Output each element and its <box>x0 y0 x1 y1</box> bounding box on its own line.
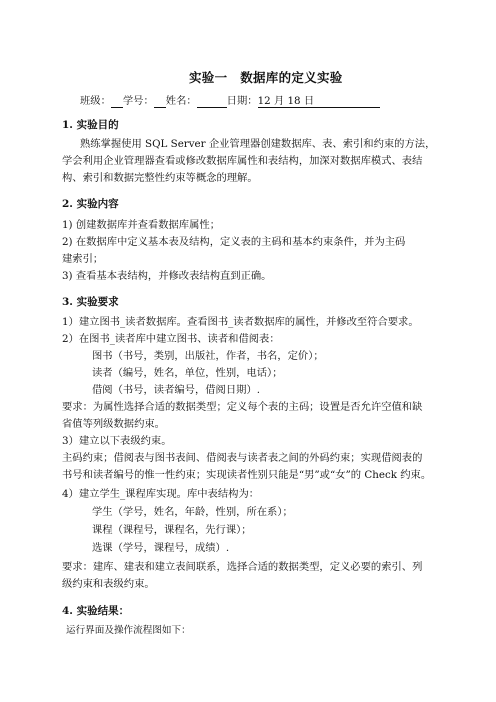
section-1-line: 构、索引和数据完整性约束等概念的理解。 <box>62 172 258 184</box>
section-3-heading: 3. 实验要求 <box>62 296 119 308</box>
section-3-line: 学生（学号，姓名，年龄，性别，所在系）； <box>92 506 293 518</box>
date-value: 12 月 18 日 <box>257 95 315 107</box>
section-4-heading: 4. 实验结果： <box>62 605 130 617</box>
section-3-line: 要求：为属性选择合适的数据类型；定义每个表的主码；设置是否允许空值和缺 <box>62 401 423 413</box>
class-blank <box>111 96 123 108</box>
class-label: 班级： <box>80 95 111 107</box>
section-3-line: 省值等列级数据约束。 <box>62 418 165 430</box>
name-label: 姓名： <box>165 95 197 107</box>
section-1-heading: 1. 实验目的 <box>62 119 119 131</box>
section-3-line: 选课（学号，课程号，成绩）. <box>92 542 230 554</box>
section-1-line: 学会利用企业管理器查看或修改数据库属性和表结构，加深对数据库模式、表结 <box>62 155 423 167</box>
section-1-line: 熟练掌握使用 SQL Server 企业管理器创建数据库、表、索引和约束的方法， <box>80 138 436 150</box>
section-3-line: 要求：建库、建表和建立表间联系，选择合适的数据类型，定义必要的索引、列 <box>62 561 423 573</box>
info-line <box>80 95 380 108</box>
section-2-line: 建索引； <box>62 253 104 265</box>
date-blank <box>314 96 380 108</box>
student-id-blank <box>154 96 166 108</box>
date-label: 日期： <box>226 95 258 107</box>
section-2-line: 2) 在数据库中定义基本表及结构，定义表的主码和基本约束条件，并为主码 <box>62 236 406 248</box>
page-title: 实验一 数据库的定义实验 <box>189 70 343 85</box>
section-4-line: 运行界面及操作流程图如下： <box>66 625 191 636</box>
section-2-line: 3) 查看基本表结构，并修改表结构直到正确。 <box>62 270 272 282</box>
section-3-line: 书号和读者编号的惟一性约束；实现读者性别只能是“男”或“女”的 Check 约束。 <box>62 469 432 481</box>
section-3-line: 2）在图书_读者库中建立图书、读者和借阅表： <box>62 333 280 345</box>
section-3-line: 1）建立图书_读者数据库。查看图书_读者数据库的属性，并修改至符合要求。 <box>62 316 419 328</box>
name-blank <box>197 96 227 108</box>
section-3-line: 图书（书号，类别，出版社，作者，书名，定价）； <box>92 350 324 362</box>
section-3-line: 级约束和表级约束。 <box>62 578 155 590</box>
student-id-label: 学号： <box>122 95 154 107</box>
section-3-line: 主码约束；借阅表与图书表间、借阅表与读者表之间的外码约束；实现借阅表的 <box>62 452 423 464</box>
section-3-line: 读者（编号，姓名，单位，性别，电话）； <box>92 367 283 379</box>
section-3-line: 课程（课程号，课程名，先行课）； <box>92 524 252 536</box>
section-2-heading: 2. 实验内容 <box>62 198 119 210</box>
section-3-line: 4）建立学生_课程库实现。库中表结构为： <box>62 488 260 500</box>
section-2-line: 1) 创建数据库并查看数据库属性； <box>62 219 220 231</box>
section-3-line: 借阅（书号，读者编号，借阅日期）. <box>92 384 261 396</box>
section-3-line: 3）建立以下表级约束。 <box>62 435 172 447</box>
